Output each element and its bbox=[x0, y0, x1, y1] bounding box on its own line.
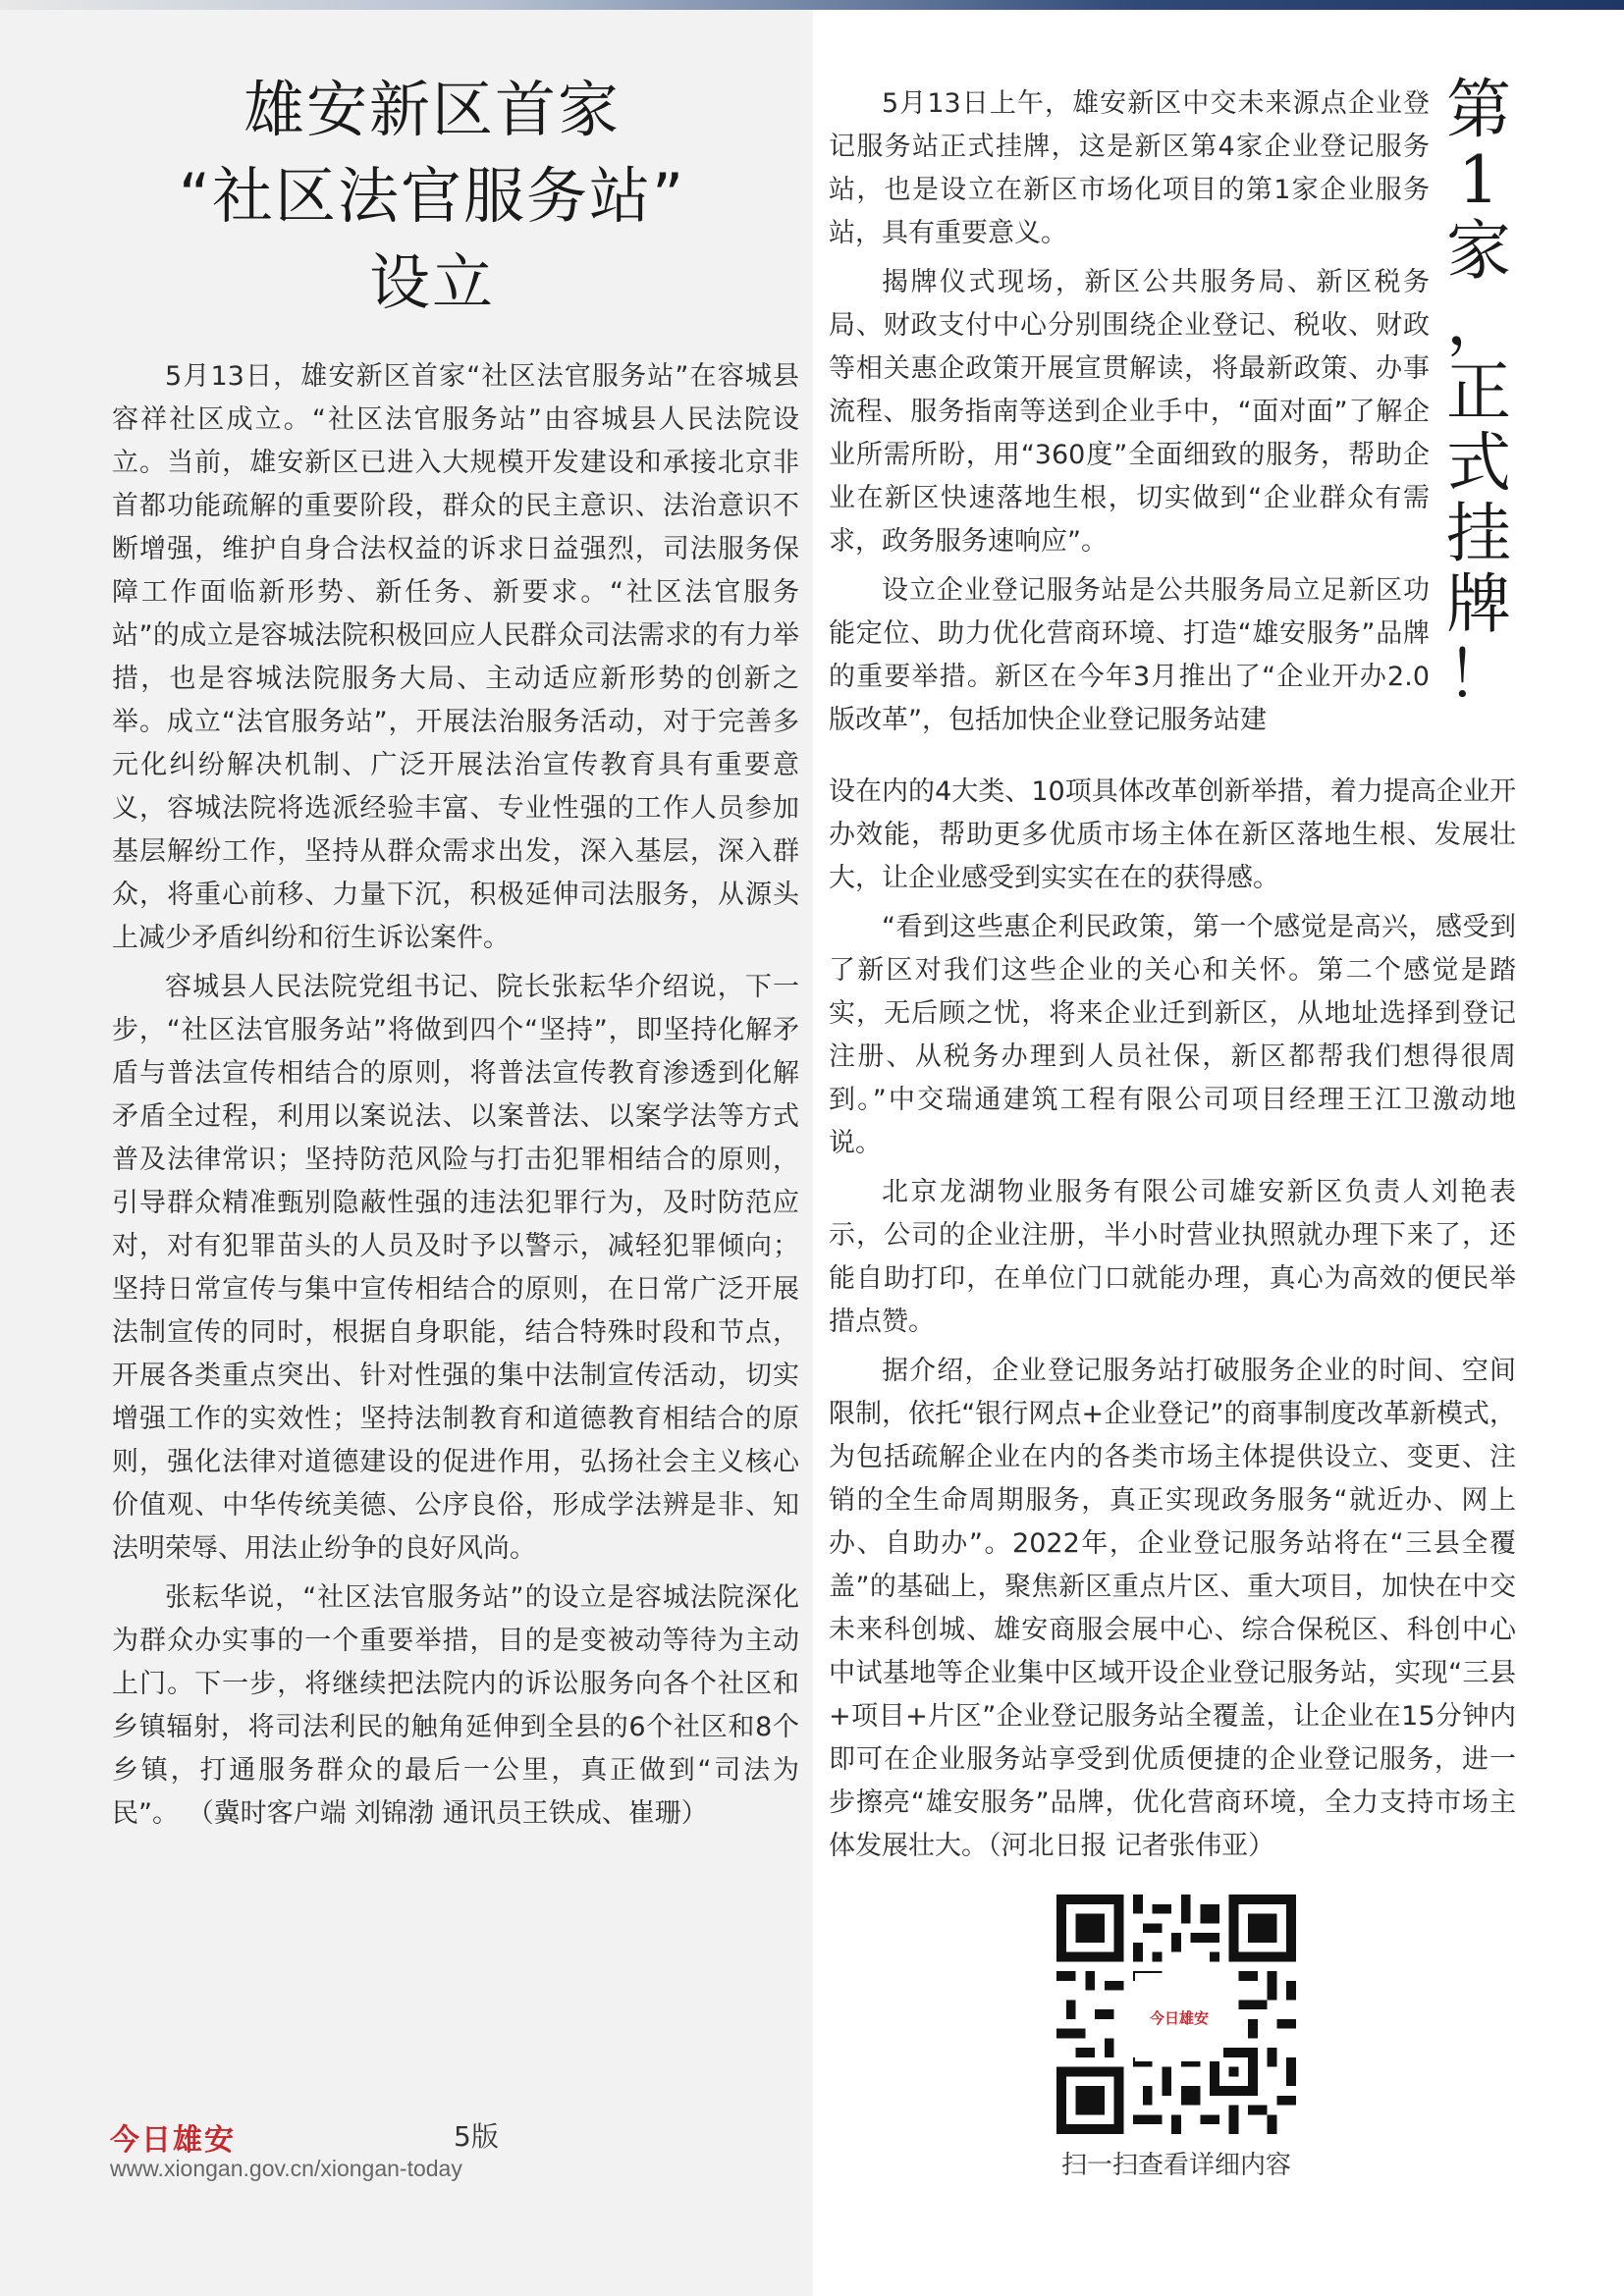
vertical-char: 1 bbox=[1458, 142, 1499, 218]
vertical-char: 正 bbox=[1446, 354, 1511, 430]
right-paragraph-1: 5月13日上午，雄安新区中交未来源点企业登记服务站正式挂牌，这是新区第4家企业登记服务站，也是设立在新区市场化项目的第1家企业服务站，具有重要意义。 bbox=[829, 88, 1430, 248]
left-article-body bbox=[112, 355, 799, 1842]
left-paragraph-2: 容城县人民法院党组书记、院长张耘华介绍说，下一步，“社区法官服务站”将做到四个“坚持”，即坚持化解矛盾与普法宣传相结合的原则，将普法宣传教育渗透到化解矛盾全过程，利用以案说法、以案普法、以案学法等方式普及法律常识；坚持防范风险与打击犯罪相结合的原则，引导群众精准甄别隐蔽性强的违法犯罪行为，及时防范应对，对有犯罪苗头的人员及时予以警示，减轻犯罪倾向；坚持日常宣传与集中宣传相结合的原则，在日常广泛开展法制宣传的同时，根据自身职能，结合特殊时段和节点，开展各类重点突出、针对性强的集中法制宣传活动，切实增强工作的实效性；坚持法制教育和道德教育相结合的原则，强化法律对道德建设的促进作用，弘扬社会主义核心价值观、中华传统美德、公序良俗，形成学法辨是非、知法明荣辱、用法止纷争的良好风尚。 bbox=[112, 972, 799, 1564]
right-paragraph-4: 设在内的4大类、10项具体改革创新举措，着力提高企业开办效能，帮助更多优质市场主体在新区落地生根、发展壮大，让企业感受到实实在在的获得感。 bbox=[829, 776, 1516, 893]
qr-center-logo: 今日雄安 bbox=[1135, 1973, 1223, 2061]
vertical-char: 第 bbox=[1446, 72, 1511, 147]
left-paragraph-1: 5月13日，雄安新区首家“社区法官服务站”在容城县容祥社区成立。“社区法官服务站”由容城县人民法院设立。当前，雄安新区已进入大规模开发建设和承接北京非首都功能疏解的重要阶段，群众的民主意识、法治意识不断增强，维护自身合法权益的诉求日益强烈，司法服务保障工作面临新形势、新任务、新要求。“社区法官服务站”的成立是容城法院积极回应人民群众司法需求的有力举措，也是容城法院服务大局、主动适应新形势的创新之举。成立“法官服务站”，开展法治服务活动，对于完善多元化纠纷解决机制、广泛开展法治宣传教育具有重要意义，容城法院将选派经验丰富、专业性强的工作人员参加基层解纷工作，坚持从群众需求出发，深入基层，深入群众，将重心前移、力量下沉，积极延伸司法服务，从源头上减少矛盾纠纷和衍生诉讼案件。 bbox=[112, 361, 799, 953]
qr-caption: 扫一扫查看详细内容 bbox=[1060, 2151, 1291, 2180]
brand-logo: 今日雄安 bbox=[110, 2123, 236, 2158]
vertical-heading bbox=[1439, 72, 1518, 713]
right-paragraph-2: 揭牌仪式现场，新区公共服务局、新区税务局、财政支付中心分别围绕企业登记、税收、财政等相关惠企政策开展宣贯解读，将最新政策、办事流程、服务指南等送到企业手中，“面对面”了解企业所需所盼，用“360度”全面细致的服务，帮助企业在新区快速落地生根，切实做到“企业群众有需求，政务服务速响应”。 bbox=[829, 267, 1430, 557]
right-paragraph-3: 设立企业登记服务站是公共服务局立足新区功能定位、助力优化营商环境、打造“雄安服务”品牌的重要举措。新区在今年3月推出了“企业开办2.0版改革”，包括加快企业登记服务站建 bbox=[829, 575, 1430, 735]
article-title bbox=[98, 67, 766, 326]
right-paragraph-7: 据介绍，企业登记服务站打破服务企业的时间、空间限制，依托“银行网点+企业登记”的商事制度改革新模式，为包括疏解企业在内的各类市场主体提供设立、变更、注销的全生命周期服务，真正实现政务服务“就近办、网上办、自助办”。2022年，企业登记服务站将在“三县全覆盖”的基础上，聚焦新区重点片区、重大项目，加快在中交未来科创城、雄安商服会展中心、综合保税区、科创中心中试基地等企业集中区域开设企业登记服务站，实现“三县+项目+片区”企业登记服务站全覆盖，让企业在15分钟内即可在企业服务站享受到优质便捷的企业登记服务，进一步擦亮“雄安服务”品牌，优化营商环境，全力支持市场主体发展壮大。（河北日报 记者张伟亚） bbox=[829, 1356, 1516, 1861]
top-gradient-bar bbox=[0, 0, 1624, 10]
vertical-char: ！ bbox=[1446, 637, 1511, 713]
title-line-3: 设立 bbox=[368, 246, 495, 318]
right-paragraph-6: 北京龙湖物业服务有限公司雄安新区负责人刘艳表示，公司的企业注册，半小时营业执照就办理下来了，还能自助打印，在单位门口就能办理，真心为高效的便民举措点赞。 bbox=[829, 1177, 1516, 1337]
footer-url[interactable]: www.xiongan.gov.cn/xiongan-today bbox=[110, 2156, 462, 2181]
title-line-1: 雄安新区首家 bbox=[243, 74, 621, 145]
right-article-bottom bbox=[829, 771, 1516, 1874]
vertical-char: 牌 bbox=[1446, 566, 1511, 642]
page-number: 5版 bbox=[454, 2120, 499, 2153]
vertical-char: ， bbox=[1446, 284, 1511, 359]
right-paragraph-5: “看到这些惠企利民政策，第一个感觉是高兴，感受到了新区对我们这些企业的关心和关怀。第二个感觉是踏实，无后顾之忧，将来企业迁到新区，从地址选择到登记注册、从税务办理到人员社保，新区都帮我们想得很周到。”中交瑞通建筑工程有限公司项目经理王江卫激动地说。 bbox=[829, 912, 1516, 1158]
title-line-2: “社区法官服务站” bbox=[178, 160, 686, 232]
left-paragraph-3: 张耘华说，“社区法官服务站”的设立是容城法院深化为群众办实事的一个重要举措，目的是变被动等待为主动上门。下一步，将继续把法院内的诉讼服务向各个社区和乡镇辐射，将司法利民的触角延伸到全县的6个社区和8个乡镇，打通服务群众的最后一公里，真正做到“司法为民”。 （冀时客户端 刘锦渤 通讯员王铁成、崔珊） bbox=[112, 1582, 799, 1829]
vertical-char: 家 bbox=[1446, 213, 1511, 289]
right-article-top bbox=[829, 82, 1430, 748]
vertical-char: 式 bbox=[1446, 425, 1511, 501]
vertical-char: 挂 bbox=[1446, 496, 1511, 571]
